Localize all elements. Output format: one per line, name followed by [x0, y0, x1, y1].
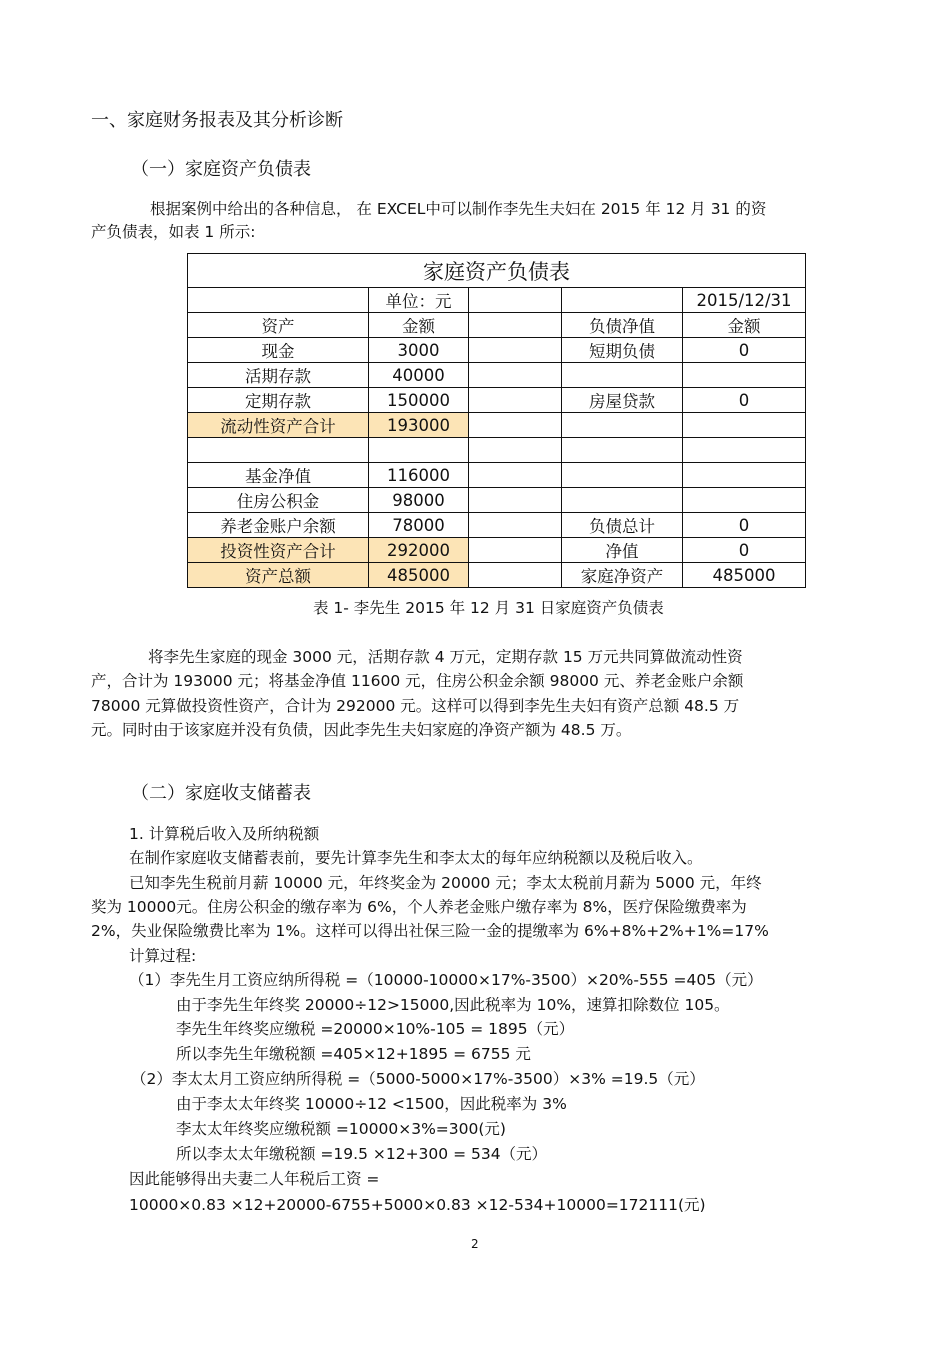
table-cell: 房屋贷款	[562, 388, 683, 413]
paragraph-line: 2%，失业保险缴费比率为 1%。这样可以得出社保三险一金的提缴率为 6%+8%+2%+1%=17%	[91, 922, 769, 940]
table-cell: 家庭净资产	[562, 563, 683, 588]
calc-line: 由于李先生年终奖 20000÷12>15000,因此税率为 10%，速算扣除数位 105。	[176, 996, 730, 1014]
table-cell	[562, 463, 683, 488]
table-cell: 40000	[369, 363, 469, 388]
header-cell: 资产	[188, 313, 369, 338]
table-cell: 0	[683, 388, 806, 413]
table-row	[188, 363, 806, 388]
subsection-heading-2: （二）家庭收支储蓄表	[131, 783, 311, 804]
intro-line-2: 产负债表，如表 1 所示:	[91, 223, 256, 241]
table-cell	[683, 488, 806, 513]
table-cell: 资产总额	[188, 563, 369, 588]
table-cell	[683, 363, 806, 388]
calc-line: （2）李太太月工资应纳所得税 =（5000-5000×17%-3500）×3% =19.5（元）	[131, 1070, 705, 1088]
table-cell	[562, 363, 683, 388]
table-cell: 现金	[188, 338, 369, 363]
paragraph-line: 元。同时由于该家庭并没有负债，因此李先生夫妇家庭的净资产额为 48.5 万。	[91, 721, 632, 739]
calc-line: 10000×0.83 ×12+20000-6755+5000×0.83 ×12-534+10000=172111(元)	[129, 1196, 706, 1214]
table-cell: 78000	[369, 513, 469, 538]
table-row	[188, 388, 806, 413]
table-cell: 短期负债	[562, 338, 683, 363]
paragraph-line: 已知李先生税前月薪 10000 元，年终奖金为 20000 元；李太太税前月薪为 5000 元，年终	[129, 874, 762, 892]
table-cell	[188, 438, 369, 463]
table-cell: 净值	[562, 538, 683, 563]
table-cell	[683, 438, 806, 463]
table-cell	[683, 463, 806, 488]
table-cell: 3000	[369, 338, 469, 363]
section-heading: 一、家庭财务报表及其分析诊断	[91, 110, 343, 131]
table-cell: 负债总计	[562, 513, 683, 538]
section-1-title: 1. 计算税后收入及所纳税额	[129, 825, 320, 843]
table-row	[188, 563, 806, 588]
page-number: 2	[471, 1237, 479, 1251]
table-cell	[562, 413, 683, 438]
table-cell	[683, 413, 806, 438]
table-cell: 98000	[369, 488, 469, 513]
table-cell: 住房公积金	[188, 488, 369, 513]
subsection-heading-1: （一）家庭资产负债表	[131, 159, 311, 180]
calc-line: （1）李先生月工资应纳所得税 =（10000-10000×17%-3500）×20%-555 =405（元）	[129, 971, 763, 989]
table-row	[188, 338, 806, 363]
table-cell	[369, 438, 469, 463]
table-cell: 基金净值	[188, 463, 369, 488]
table-cell: 150000	[369, 388, 469, 413]
balance-sheet-table	[187, 253, 806, 588]
header-cell: 金额	[369, 313, 469, 338]
table-cell	[562, 438, 683, 463]
table-row	[188, 513, 806, 538]
table-cell	[562, 488, 683, 513]
table-cell: 活期存款	[188, 363, 369, 388]
calc-line: 由于李太太年终奖 10000÷12 <1500，因此税率为 3%	[176, 1095, 567, 1113]
date-label: 2015/12/31	[683, 288, 806, 313]
table-caption: 表 1- 李先生 2015 年 12 月 31 日家庭资产负债表	[313, 599, 664, 617]
table-cell: 0	[683, 513, 806, 538]
table-cell: 投资性资产合计	[188, 538, 369, 563]
calc-line: 李太太年终奖应缴税额 =10000×3%=300(元)	[176, 1120, 506, 1138]
calc-line: 所以李太太年缴税额 =19.5 ×12+300 = 534（元）	[176, 1145, 548, 1163]
paragraph-line: 计算过程:	[129, 947, 197, 965]
table-cell: 116000	[369, 463, 469, 488]
table-cell: 流动性资产合计	[188, 413, 369, 438]
table-cell: 0	[683, 538, 806, 563]
paragraph-line: 78000 元算做投资性资产，合计为 292000 元。这样可以得到李先生夫妇有资产总额 48.5 万	[91, 697, 740, 715]
table-row	[188, 488, 806, 513]
table-cell: 292000	[369, 538, 469, 563]
table-row	[188, 288, 806, 313]
calc-line: 李先生年终奖应缴税 =20000×10%-105 = 1895（元）	[176, 1020, 575, 1038]
paragraph-line: 将李先生家庭的现金 3000 元，活期存款 4 万元，定期存款 15 万元共同算做流动性资	[148, 648, 743, 666]
table-cell: 定期存款	[188, 388, 369, 413]
table-cell: 485000	[369, 563, 469, 588]
table-cell: 193000	[369, 413, 469, 438]
table-row	[188, 413, 806, 438]
paragraph-line: 奖为 10000元。住房公积金的缴存率为 6%，个人养老金账户缴存率为 8%，医疗保险缴费率为	[91, 898, 747, 916]
header-cell: 金额	[683, 313, 806, 338]
table-cell: 485000	[683, 563, 806, 588]
table-row	[188, 463, 806, 488]
header-cell: 负债净值	[562, 313, 683, 338]
table-cell: 养老金账户余额	[188, 513, 369, 538]
calc-line: 因此能够得出夫妻二人年税后工资 =	[129, 1170, 380, 1188]
table-title: 家庭资产负债表	[188, 254, 806, 288]
paragraph-line: 产，合计为 193000 元；将基金净值 11600 元，住房公积金余额 98000 元、养老金账户余额	[91, 672, 744, 690]
intro-line-1: 根据案例中给出的各种信息， 在 EXCEL中可以制作李先生夫妇在 2015 年 12 月 31 的资	[150, 200, 767, 218]
table-cell: 0	[683, 338, 806, 363]
table-row	[188, 538, 806, 563]
unit-label: 单位：元	[369, 288, 469, 313]
calc-line: 所以李先生年缴税额 =405×12+1895 = 6755 元	[176, 1045, 531, 1063]
paragraph-line: 在制作家庭收支储蓄表前，要先计算李先生和李太太的每年应纳税额以及税后收入。	[129, 849, 703, 867]
table-header-row	[188, 313, 806, 338]
table-row	[188, 438, 806, 463]
